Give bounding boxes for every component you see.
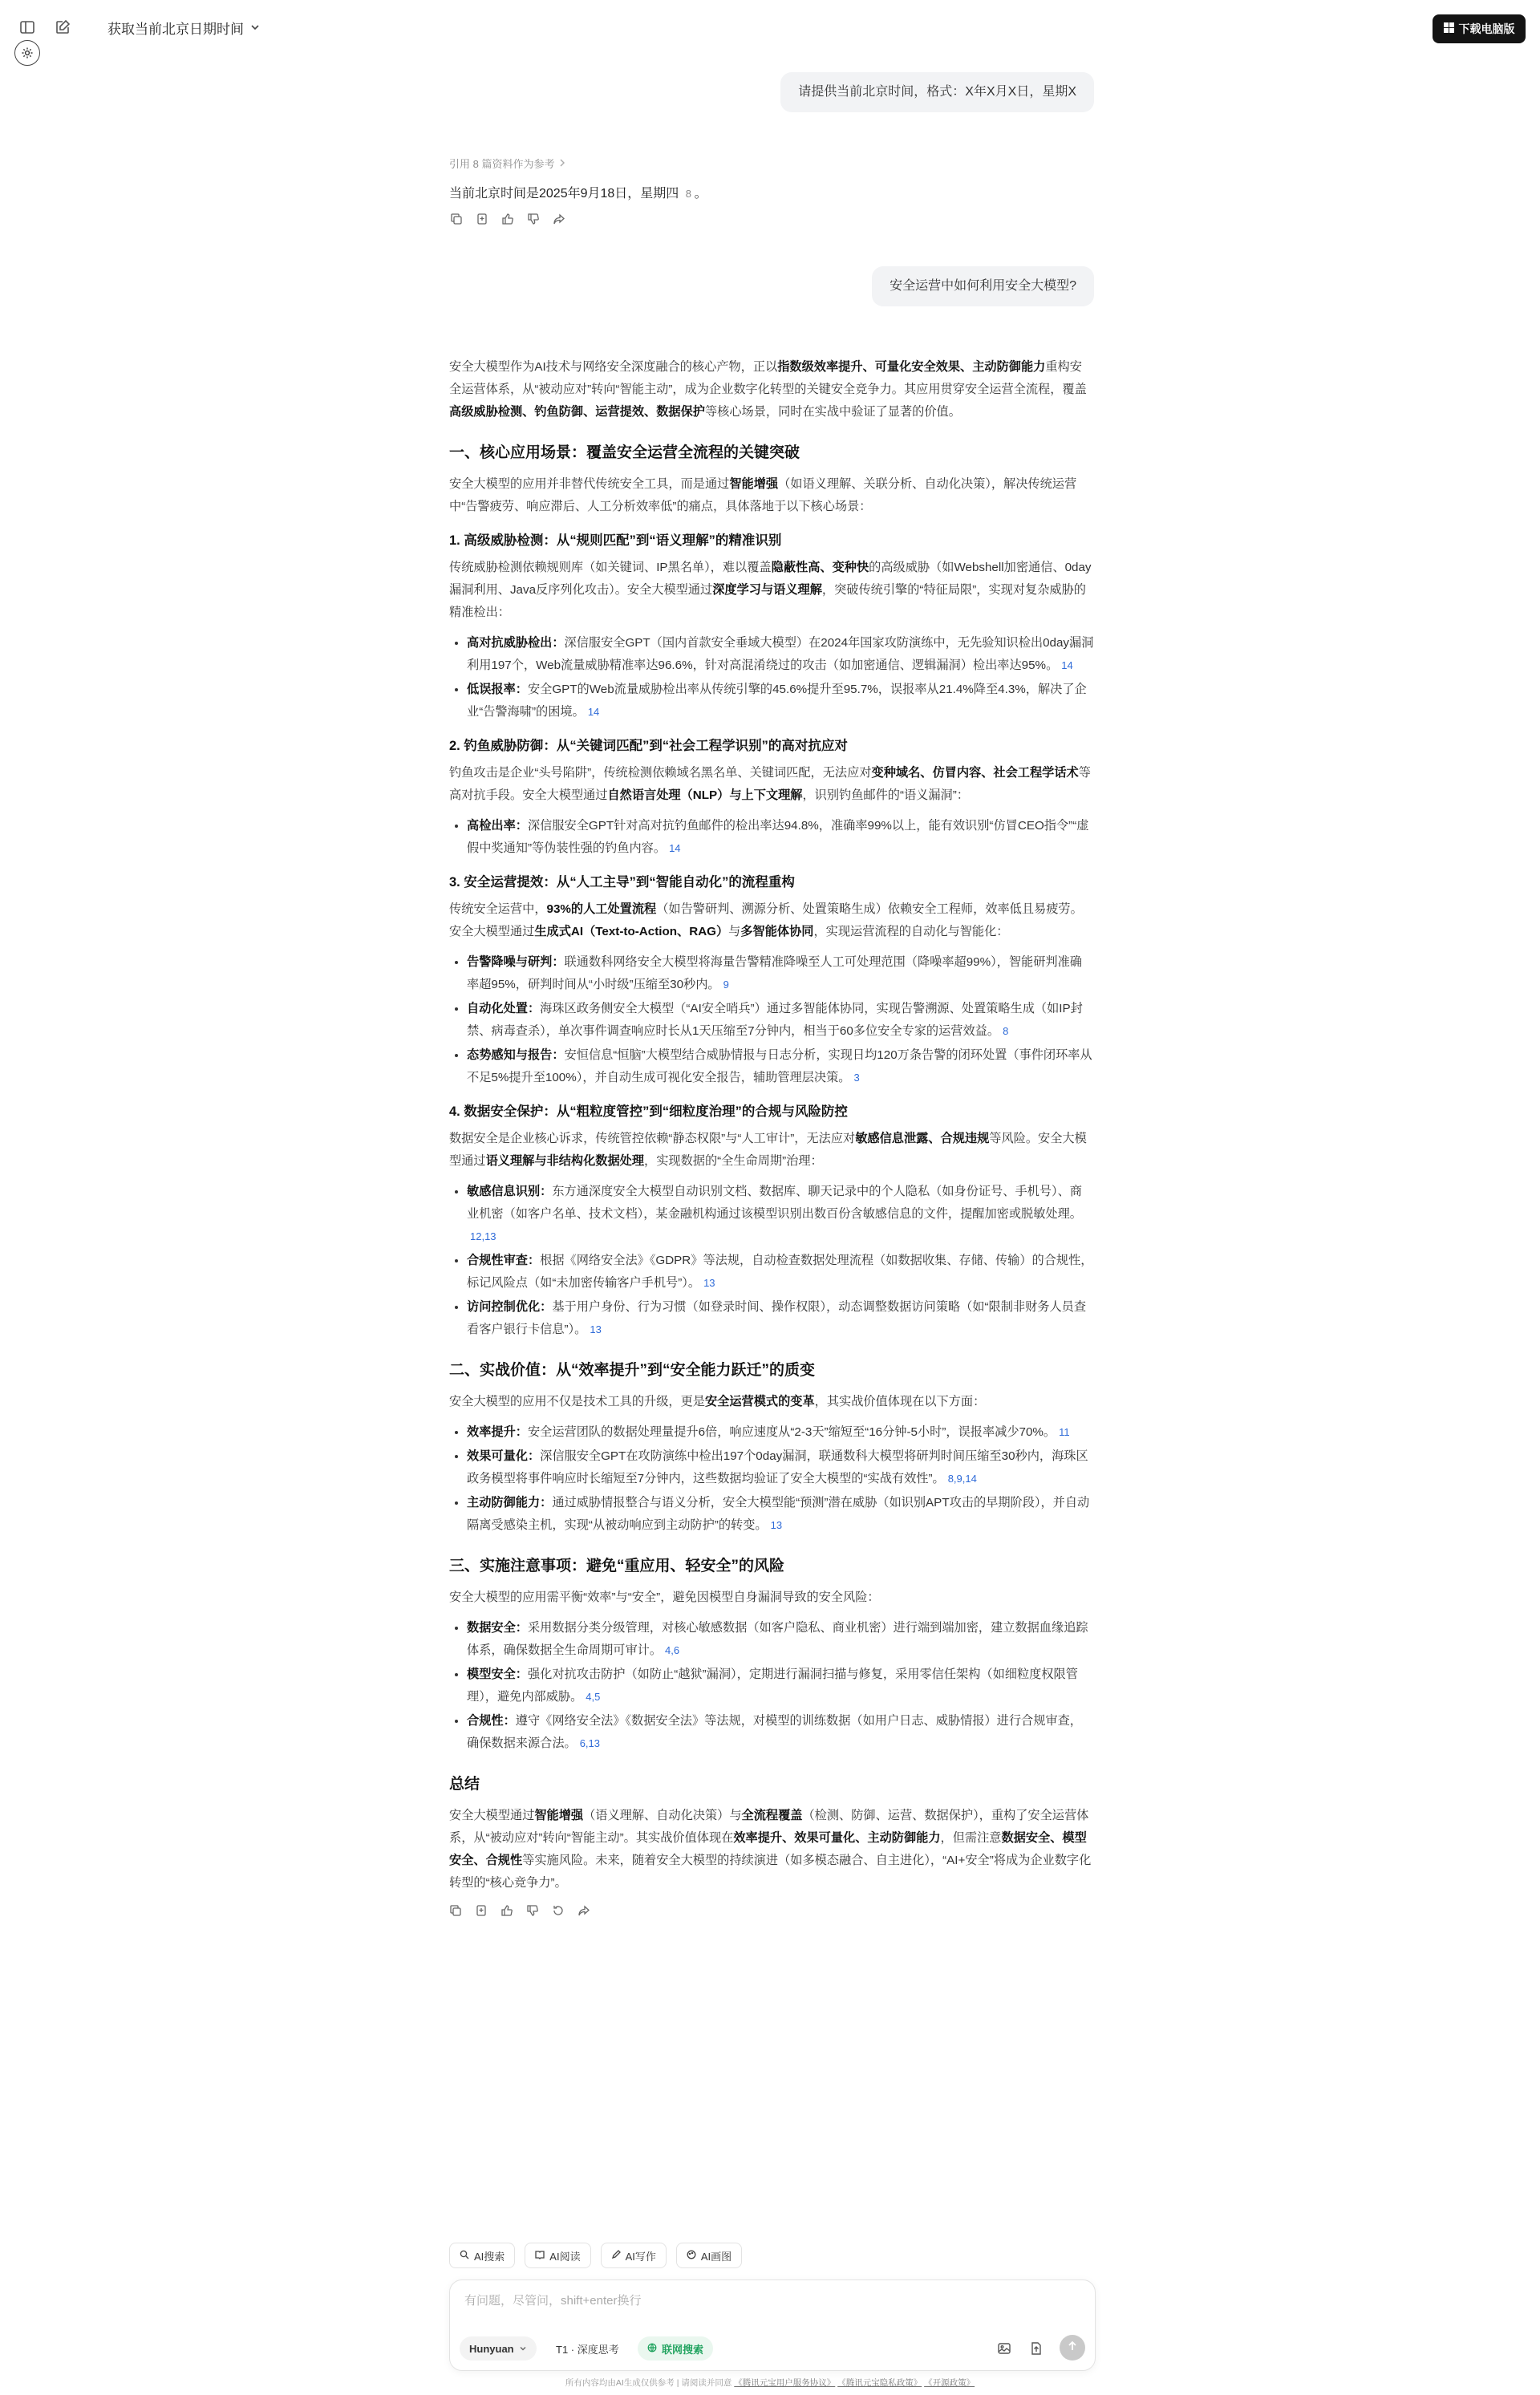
list-item-label: 敏感信息识别：	[467, 1185, 553, 1198]
paragraph-text: 传统安全运营中，	[449, 902, 547, 916]
conversation-title-dropdown[interactable]	[107, 18, 260, 38]
citation-link[interactable]: 14	[1061, 659, 1073, 671]
citation-link[interactable]: 4,5	[586, 1691, 601, 1703]
paragraph-text: 的高级威胁（如Webshell加密通信、0day漏洞利用、Java反序列化攻击）。安全大模型通过	[449, 561, 1092, 597]
section-heading-3: 三、实施注意事项：避免“重应用、轻安全”的风险	[449, 1558, 785, 1574]
list-item	[467, 1445, 1094, 1490]
answer-1-actions	[449, 212, 566, 226]
section-heading-2: 二、实战价值：从“效率提升”到“安全能力跃迁”的质变	[449, 1362, 816, 1379]
list-item-label: 主动防御能力：	[467, 1496, 553, 1510]
user-message-1	[780, 72, 1094, 112]
paragraph-text: ，其实战价值体现在以下方面：	[814, 1395, 986, 1408]
list-item	[467, 1044, 1094, 1089]
list-item-label: 合规性审查：	[467, 1254, 541, 1267]
emphasis-text: 高级威胁检测、钓鱼防御、运营提效、数据保护	[449, 405, 705, 419]
citation-link[interactable]: 11	[1059, 1426, 1070, 1438]
list-item-text: 深信服安全GPT在攻防演练中检出197个0day漏洞，联通数科大模型将研判时间压缩至30秒内，海珠区政务模型将事件响应时长缩短至7分钟内，这些数据均验证了安全大模型的“实战有效性”。	[467, 1449, 1088, 1485]
download-desktop-button[interactable]	[1433, 14, 1526, 43]
terms-link[interactable]: 《腾讯元宝用户服务协议》	[734, 2378, 836, 2388]
paragraph-text: ，但需注意	[940, 1831, 1002, 1845]
windows-icon	[1444, 22, 1454, 35]
citation-link[interactable]: 6,13	[579, 1737, 600, 1749]
paragraph-text: 安全大模型通过	[449, 1809, 535, 1822]
emphasis-text: 生成式AI（Text-to-Action、RAG）	[534, 925, 729, 938]
emphasis-text: 变种域名、仿冒内容、社会工程学话术	[871, 766, 1079, 780]
regenerate-icon[interactable]	[552, 1903, 566, 1917]
list-item-text: 强化对抗攻击防护（如防止“越狱”漏洞），定期进行漏洞扫描与修复，采用零信任架构（如细粒度权限管理），避免内部威胁。	[467, 1668, 1078, 1704]
thumbs-down-icon[interactable]	[526, 212, 541, 226]
paragraph-text: （语义理解、自动化决策）与	[583, 1809, 742, 1822]
ai-read-chip[interactable]: AI阅读	[525, 2243, 590, 2268]
deep-think-toggle[interactable]: T1 · 深度思考	[556, 2343, 619, 2356]
bookmark-icon[interactable]	[475, 212, 489, 226]
model-select[interactable]: Hunyuan	[460, 2336, 537, 2361]
list-item	[467, 632, 1094, 677]
chevron-right-icon	[559, 157, 565, 169]
list-item-text: 安恒信息“恒脑”大模型结合威胁情报与日志分析，实现日均120万条告警的闭环处置（事件闭环率从不足5%提升至100%），并自动生成可视化安全报告，辅助管理层决策。	[467, 1048, 1092, 1084]
subsection-3-paragraph	[449, 898, 1094, 943]
list-item-text: 东方通深度安全大模型自动识别文档、数据库、聊天记录中的个人隐私（如身份证号、手机号）、商业机密（如客户名单、技术文档），某金融机构通过该模型识别出数百份含敏感信息的文件，提醒加密或脱敏处理。	[467, 1185, 1082, 1221]
paragraph-text: 数据安全是企业核心诉求，传统管控依赖“静态权限”与“人工审计”，无法应对	[449, 1132, 856, 1145]
section-3-paragraph	[449, 1587, 1094, 1609]
emphasis-text: 语义理解与非结构化数据处理	[485, 1154, 644, 1168]
emphasis-text: 安全运营模式的变革	[704, 1395, 815, 1408]
subsection-heading-4: 4. 数据安全保护：从“粗粒度管控”到“细粒度治理”的合规与风险防控	[449, 1104, 848, 1119]
assistant-answer-1-text: 当前北京时间是2025年9月18日，星期四	[449, 187, 679, 201]
list-item	[467, 998, 1094, 1043]
subsection-2-paragraph	[449, 762, 1094, 807]
subsection-heading-1: 1. 高级威胁检测：从“规则匹配”到“语义理解”的精准识别	[449, 533, 782, 548]
citation-link[interactable]: 9	[723, 979, 729, 991]
paragraph-text: ，实现数据的“全生命周期”治理：	[644, 1154, 823, 1168]
emphasis-text: 指数级效率提升、可量化安全效果、主动防御能力	[777, 360, 1046, 374]
emphasis-text: 隐蔽性高、变种快	[771, 561, 869, 574]
list-item-label: 数据安全：	[467, 1621, 528, 1635]
user-message-2	[872, 266, 1094, 306]
paragraph-text: 与	[728, 925, 741, 938]
paragraph-text: 安全大模型作为AI技术与网络安全深度融合的核心产物，正以	[449, 360, 778, 374]
bookmark-icon[interactable]	[475, 1903, 489, 1917]
list-item	[467, 1664, 1094, 1708]
emphasis-text: 智能增强	[729, 477, 779, 491]
list-item	[467, 1421, 1094, 1444]
answer-2-actions	[449, 1903, 1094, 1917]
list-item-text: 基于用户身份、行为习惯（如登录时间、操作权限），动态调整数据访问策略（如“限制非财务人员查看客户银行卡信息”）。	[467, 1300, 1087, 1336]
references-link[interactable]	[449, 156, 565, 171]
paragraph-text: 安全大模型的应用不仅是技术工具的升级，更是	[449, 1395, 705, 1408]
citation-link[interactable]: 14	[669, 842, 681, 854]
pen-icon	[611, 2250, 621, 2262]
footer-disclaimer: 所有内容均由AI生成仅供参考 | 请阅读并同意 《腾讯元宝用户服务协议》 《腾讯元宝隐私政策》 《开源政策》	[565, 2378, 975, 2388]
subsection-1-list	[449, 632, 1094, 723]
list-item-text: 深信服安全GPT针对高对抗钓鱼邮件的检出率达94.8%，准确率99%以上，能有效识别“仿冒CEO指令”“虚假中奖通知”等伪装性强的钓鱼内容。	[467, 819, 1089, 855]
subsection-2-list	[449, 815, 1094, 860]
list-item-label: 态势感知与报告：	[467, 1048, 565, 1062]
paragraph-text: 等高对抗手段。安全大模型通过	[449, 766, 1091, 802]
message-composer[interactable]	[449, 2280, 1096, 2371]
list-item	[467, 815, 1094, 860]
list-item	[467, 679, 1094, 723]
subsection-3-list	[449, 951, 1094, 1089]
thumbs-down-icon[interactable]	[526, 1903, 541, 1917]
top-bar	[0, 0, 1540, 56]
paragraph-text: ，突破传统引擎的“特征局限”，实现对复杂威胁的精准检出：	[449, 583, 1086, 619]
list-item-label: 效果可量化：	[467, 1449, 541, 1463]
conversation-title: 获取当前北京日期时间	[107, 22, 244, 37]
list-item-label: 访问控制优化：	[467, 1300, 553, 1314]
paragraph-text: 安全大模型的应用并非替代传统安全工具，而是通过	[449, 477, 730, 491]
ai-draw-chip[interactable]: AI画图	[676, 2243, 742, 2268]
summary-heading: 总结	[449, 1776, 480, 1793]
thumbs-up-icon[interactable]	[500, 212, 515, 226]
subsection-1-paragraph	[449, 557, 1094, 624]
user-message-2-text: 安全运营中如何利用安全大模型?	[890, 279, 1076, 293]
send-button[interactable]	[1060, 2335, 1085, 2361]
list-item-label: 低误报率：	[467, 683, 528, 696]
subsection-heading-2: 2. 钓鱼威胁防御：从“关键词匹配”到“社会工程学识别”的高对抗应对	[449, 739, 848, 753]
list-item-text: 深信服安全GPT（国内首款安全垂域大模型）在2024年国家攻防演练中，无先验知识检出0day漏洞利用197个，Web流量威胁精准率达96.6%，针对高混淆绕过的攻击（如加密通信、逻辑漏洞）检出率达95%。	[467, 636, 1094, 672]
list-item	[467, 1250, 1094, 1295]
emphasis-text: 93%的人工处置流程	[546, 902, 657, 916]
subsection-4-paragraph	[449, 1128, 1094, 1173]
emphasis-text: 自然语言处理（NLP）与上下文理解	[607, 788, 803, 802]
privacy-link[interactable]: 《腾讯元宝隐私政策》	[837, 2378, 922, 2388]
paragraph-text: 重构安全运营体系，从“被动应对”转向“智能主动”，成为企业数字化转型的关键安全竞争力。其应用贯穿安全运营全流程，覆盖	[449, 360, 1087, 396]
palette-icon	[687, 2250, 696, 2262]
citation-link[interactable]: 8,9,14	[947, 1473, 977, 1485]
emphasis-text: 多智能体协同	[740, 925, 814, 938]
new-chat-icon[interactable]	[51, 16, 74, 38]
share-icon[interactable]	[578, 1903, 592, 1917]
copy-icon[interactable]	[449, 1903, 464, 1917]
emphasis-text: 智能增强	[534, 1809, 584, 1822]
intro-paragraph	[449, 356, 1094, 423]
paragraph-text: 等风险。安全大模型通过	[449, 1132, 1087, 1168]
paragraph-text: 等核心场景，同时在实战中验证了显著的价值。	[704, 405, 961, 419]
paragraph-text: 安全大模型的应用需平衡“效率”与“安全”，避免因模型自身漏洞导致的安全风险：	[449, 1591, 880, 1604]
citation-link[interactable]: 12,13	[470, 1230, 496, 1242]
list-item	[467, 1296, 1094, 1341]
share-icon[interactable]	[552, 212, 566, 226]
list-item-label: 模型安全：	[467, 1668, 528, 1681]
paragraph-text: 等实施风险。未来，随着安全大模型的持续演进（如多模态融合、自主进化），“AI+安全”将成为企业数字化转型的“核心竞争力”。	[449, 1854, 1092, 1890]
list-item-label: 效率提升：	[467, 1425, 528, 1439]
sidebar-toggle-icon[interactable]	[16, 16, 38, 38]
tool-chips	[449, 2243, 742, 2268]
composer-placeholder: 有问题，尽管问，shift+enter换行	[464, 2294, 642, 2308]
search-icon	[460, 2250, 469, 2262]
citation-link[interactable]: 13	[590, 1323, 602, 1335]
list-item	[467, 1617, 1094, 1662]
list-item-text: 根据《网络安全法》《GDPR》等法规，自动检查数据处理流程（如数据收集、存储、传输）的合规性，标记风险点（如“未加密传输客户手机号”）。	[467, 1254, 1093, 1290]
ai-write-chip[interactable]: AI写作	[601, 2243, 667, 2268]
list-item-text: 安全GPT的Web流量威胁检出率从传统引擎的45.6%提升至95.7%，误报率从21.4%降至4.3%，解决了企业“告警海啸”的困境。	[467, 683, 1087, 719]
emphasis-text: 全流程覆盖	[741, 1809, 803, 1822]
references-label: 引用 8 篇资料作为参考	[449, 158, 555, 170]
emphasis-text: 数据安全、模型安全、合规性	[449, 1831, 1087, 1867]
copy-icon[interactable]	[449, 212, 464, 226]
emphasis-text: 深度学习与语义理解	[712, 583, 822, 597]
web-search-toggle[interactable]: 联网搜索	[638, 2336, 713, 2361]
list-item-text: 遵守《网络安全法》《数据安全法》等法规，对模型的训练数据（如用户日志、威胁情报）进行合规审查，确保数据来源合法。	[467, 1714, 1082, 1750]
settings-gear-icon[interactable]	[14, 40, 40, 66]
chevron-down-icon	[519, 2343, 527, 2355]
subsection-4-list	[449, 1181, 1094, 1341]
section-3-list	[449, 1617, 1094, 1755]
paragraph-text: ，识别钓鱼邮件的“语义漏洞”：	[802, 788, 969, 802]
assistant-answer-2	[449, 356, 1094, 1917]
paragraph-text: ，实现运营流程的自动化与智能化：	[813, 925, 1009, 938]
user-message-1-text: 请提供当前北京时间，格式：X年X月X日，星期X	[798, 85, 1076, 99]
chevron-down-icon	[250, 20, 260, 36]
citation-link[interactable]: 3	[853, 1072, 860, 1084]
image-upload-icon[interactable]	[995, 2340, 1013, 2357]
citation-link[interactable]: 8	[685, 188, 691, 200]
file-upload-icon[interactable]	[1027, 2340, 1045, 2357]
citation-link[interactable]: 13	[703, 1277, 715, 1289]
open-source-link[interactable]: 《开源政策》	[924, 2378, 975, 2388]
paragraph-text: （如语义理解、关联分析、自动化决策），解决传统运营中“告警疲劳、响应滞后、人工分析效率低”的痛点，具体落地于以下核心场景：	[449, 477, 1077, 513]
paragraph-text: （检测、防御、运营、数据保护），重构了安全运营体系，从“被动应对”转向“智能主动”。其实战价值体现在	[449, 1809, 1089, 1845]
assistant-answer-1: 当前北京时间是2025年9月18日，星期四 8 。	[449, 187, 707, 201]
ai-search-chip[interactable]: AI搜索	[449, 2243, 515, 2268]
list-item-text: 联通数科网络安全大模型将海量告警精准降噪至人工可处理范围（降噪率超99%），智能研判准确率超95%，研判时间从“小时级”压缩至30秒内。	[467, 955, 1082, 991]
arrow-up-icon	[1067, 2340, 1078, 2356]
citation-link[interactable]: 14	[587, 706, 600, 718]
list-item-label: 告警降噪与研判：	[467, 955, 565, 969]
paragraph-text: 传统威胁检测依赖规则库（如关键词、IP黑名单），难以覆盖	[449, 561, 772, 574]
list-item-label: 自动化处置：	[467, 1002, 541, 1015]
subsection-heading-3: 3. 安全运营提效：从“人工主导”到“智能自动化”的流程重构	[449, 875, 795, 890]
list-item-text: 安全运营团队的数据处理量提升6倍，响应速度从“2-3天”缩短至“16分钟-5小时”，误报率减少70%。	[527, 1425, 1056, 1439]
list-item-text: 通过威胁情报整合与语义分析，安全大模型能“预测”潜在威胁（如识别APT攻击的早期阶段），并自动隔离受感染主机，实现“从被动响应到主动防护”的转变。	[467, 1496, 1090, 1532]
list-item	[467, 951, 1094, 996]
summary-paragraph	[449, 1805, 1094, 1895]
list-item-text: 海珠区政务侧安全大模型（“AI安全哨兵”）通过多智能体协同，实现告警溯源、处置策略生成（如IP封禁、病毒查杀），单次事件调查响应时长从1天压缩至7分钟内，相当于60多位安全专家的运营效益。	[467, 1002, 1083, 1038]
paragraph-text: 钓鱼攻击是企业“头号陷阱”，传统检测依赖域名黑名单、关键词匹配，无法应对	[449, 766, 872, 780]
emphasis-text: 效率提升、效果可量化、主动防御能力	[733, 1831, 941, 1845]
citation-link[interactable]: 13	[770, 1519, 783, 1531]
book-icon	[535, 2250, 545, 2262]
list-item	[467, 1181, 1094, 1248]
thumbs-up-icon[interactable]	[500, 1903, 515, 1917]
globe-icon	[647, 2343, 657, 2355]
list-item-label: 高检出率：	[467, 819, 528, 833]
citation-link[interactable]: 4,6	[665, 1644, 680, 1656]
list-item-text: 采用数据分类分级管理，对核心敏感数据（如客户隐私、商业机密）进行端到端加密，建立数据血缘追踪体系，确保数据全生命周期可审计。	[467, 1621, 1088, 1657]
citation-link[interactable]: 8	[1003, 1025, 1009, 1037]
section-heading-1: 一、核心应用场景：覆盖安全运营全流程的关键突破	[449, 444, 800, 461]
list-item-label: 高对抗威胁检出：	[467, 636, 565, 650]
list-item-label: 合规性：	[467, 1714, 516, 1728]
section-1-paragraph	[449, 473, 1094, 518]
emphasis-text: 敏感信息泄露、合规违规	[855, 1132, 990, 1145]
paragraph-text: （如告警研判、溯源分析、处置策略生成）依赖安全工程师，效率低且易疲劳。安全大模型通过	[449, 902, 1083, 938]
download-label: 下载电脑版	[1458, 22, 1515, 35]
section-2-paragraph	[449, 1391, 1094, 1413]
list-item	[467, 1710, 1094, 1755]
section-2-list	[449, 1421, 1094, 1537]
list-item	[467, 1492, 1094, 1537]
